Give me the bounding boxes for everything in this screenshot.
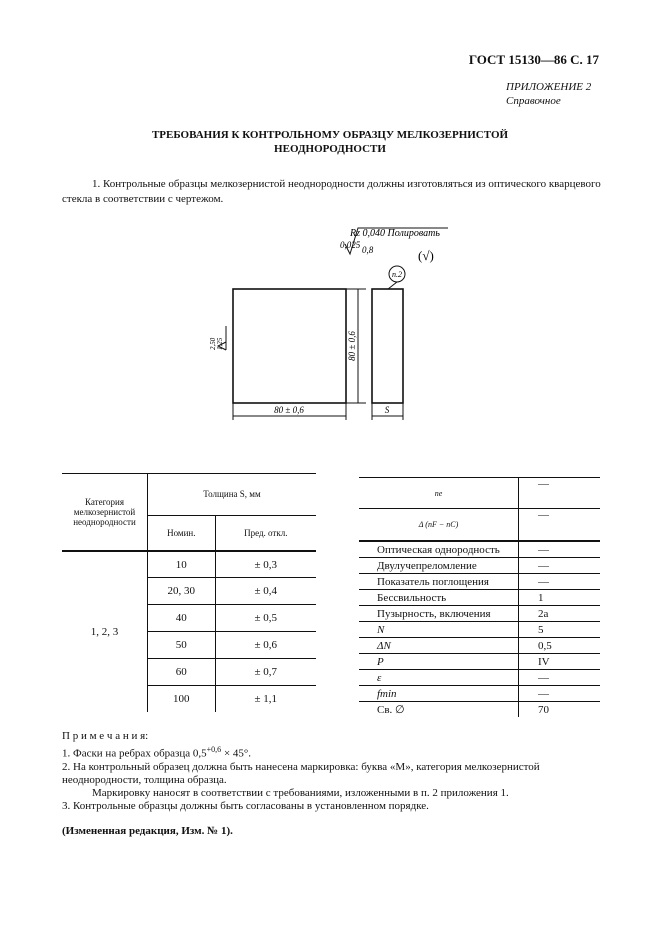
note-1-text: 1. Фаски на ребрах образца 0,5 (62, 747, 207, 760)
thickness-header: Толщина S, мм (148, 474, 317, 516)
technical-drawing (200, 222, 460, 422)
table-cell: ± 1,1 (254, 693, 278, 705)
notes-section (62, 730, 602, 838)
rough-c: (√) (418, 248, 434, 263)
value-cell: — (519, 478, 601, 509)
table-cell: ± 0,7 (215, 659, 316, 686)
param-cell: fmin (359, 686, 519, 702)
value-cell: 1 (519, 590, 601, 606)
rough-a: 0,025 (340, 240, 361, 250)
edition-note: (Измененная редакция, Изм. № 1). (62, 824, 233, 837)
param-cell: ΔN (359, 638, 519, 654)
param-cell: Св. ∅ (377, 704, 405, 716)
appendix-label (506, 80, 591, 108)
value-cell: — (519, 670, 601, 686)
page-header: ГОСТ 15130—86 С. 17 (468, 52, 599, 67)
rough-b: 0,8 (362, 245, 374, 255)
paragraph-1: 1. Контрольные образцы мелкозернистой неоднородности должны изготовляться из оптического кварцевого стекла в соответствии с чертежом. (62, 178, 601, 205)
param-cell: N (359, 622, 519, 638)
thickness-dimension: S (384, 405, 390, 415)
note-2b: Маркировку наносят в соответствии с требованиями, изложенными в п. 2 приложения 1. (92, 786, 509, 799)
title-line-2: НЕОДНОРОДНОСТИ (274, 143, 386, 155)
table-cell: ± 0,6 (215, 632, 316, 659)
sample-side-view (372, 289, 403, 403)
thickness-table (62, 473, 316, 712)
value-cell: 70 (519, 702, 601, 718)
param-cell: P (359, 654, 519, 670)
table-cell: 60 (148, 659, 216, 686)
table-cell: ± 0,3 (215, 551, 316, 578)
value-cell: — (519, 541, 601, 558)
param-cell: Двулучепреломление (359, 558, 519, 574)
param-cell: nе (359, 478, 519, 509)
param-cell: Пузырность, включения (359, 606, 519, 622)
category-header: Категория мелкозернистой неоднородности (62, 474, 148, 552)
param-cell: Показатель поглощения (359, 574, 519, 590)
parameters-table (359, 477, 600, 717)
sample-front-view (233, 289, 346, 403)
table-cell: 20, 30 (148, 578, 216, 605)
nom-header: Номин. (148, 515, 216, 551)
category-value: 1, 2, 3 (62, 551, 148, 712)
value-cell: 0,5 (519, 638, 601, 654)
left-roughness-2: 1,25 (216, 337, 224, 350)
param-cell: Δ (nF − nC) (359, 509, 519, 542)
rz-note: Rz 0,040 Полировать (350, 228, 440, 239)
note-3: 3. Контрольные образцы должны быть согласованы в установленном порядке. (62, 799, 429, 812)
table-cell: 50 (148, 632, 216, 659)
table-cell: ± 0,5 (215, 605, 316, 632)
note-2: 2. На контрольный образец должна быть нанесена маркировка: буква «М», категория мелкозернистой неоднородности, толщина образца. (62, 760, 540, 786)
param-cell: ε (359, 670, 519, 686)
notes-heading: П р и м е ч а н и я: (62, 730, 149, 742)
param-cell: Бессвильность (359, 590, 519, 606)
value-cell: 2а (519, 606, 601, 622)
value-cell: IV (519, 654, 601, 670)
dev-header: Пред. откл. (215, 515, 316, 551)
table-cell: ± 0,4 (215, 578, 316, 605)
marker-label: п.2 (392, 270, 402, 279)
appendix-name: ПРИЛОЖЕНИЕ 2 (506, 81, 592, 93)
value-cell: — (519, 509, 601, 542)
appendix-type: Справочное (506, 95, 561, 107)
width-dimension: 80 ± 0,6 (274, 405, 304, 415)
left-roughness-1: 2,50 (209, 337, 217, 350)
value-cell: — (519, 574, 601, 590)
value-cell: 5 (519, 622, 601, 638)
value-cell: — (519, 686, 601, 702)
page-title (60, 128, 600, 156)
note-1-suffix: × 45°. (221, 747, 252, 760)
value-cell: — (519, 558, 601, 574)
height-dimension: 80 ± 0,6 (347, 331, 357, 361)
table-cell: 40 (148, 605, 216, 632)
note-1-superscript: +0,6 (206, 745, 222, 754)
note-1 (62, 743, 602, 761)
table-cell: 100 (148, 686, 216, 713)
table-cell: 10 (148, 551, 216, 578)
param-cell: Оптическая однородность (359, 541, 519, 558)
title-line-1: ТРЕБОВАНИЯ К КОНТРОЛЬНОМУ ОБРАЗЦУ МЕЛКОЗЕРНИСТОЙ (151, 129, 509, 141)
